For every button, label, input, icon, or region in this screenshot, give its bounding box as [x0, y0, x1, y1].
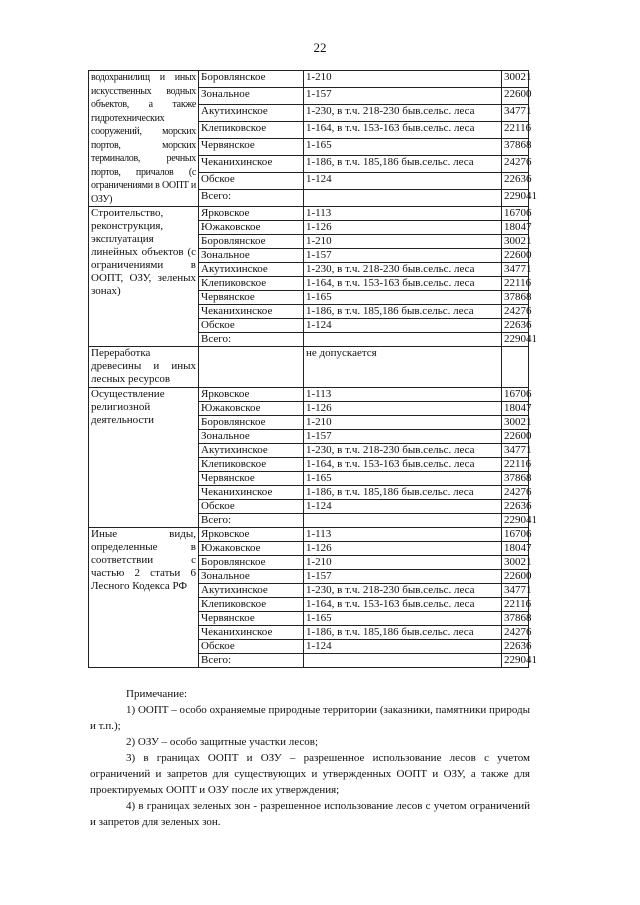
area-cell: 22636: [502, 173, 529, 190]
area-cell: 229041: [502, 190, 529, 207]
area-cell: 30021: [502, 556, 529, 570]
blocks-cell: 1-126: [304, 542, 502, 556]
forestry-cell: Ярковское: [199, 388, 304, 402]
blocks-cell: 1-157: [304, 88, 502, 105]
forestry-cell: Всего:: [199, 190, 304, 207]
forestry-cell: Червянское: [199, 139, 304, 156]
forestry-cell: Южаковское: [199, 402, 304, 416]
forestry-cell: Червянское: [199, 472, 304, 486]
forestry-cell: Обское: [199, 319, 304, 333]
blocks-cell: 1-186, в т.ч. 185,186 быв.сельс. леса: [304, 156, 502, 173]
forestry-cell: Червянское: [199, 291, 304, 305]
note-item-4: 4) в границах зеленых зон - разрешенное использование лесов с учетом ограничений и запретов для зеленых зон.: [90, 800, 530, 828]
area-cell: 22116: [502, 458, 529, 472]
table-row: [89, 207, 529, 221]
purpose-cell: Переработка древесины и иных лесных ресурсов: [89, 347, 199, 388]
area-cell: 16706: [502, 388, 529, 402]
blocks-cell: 1-157: [304, 430, 502, 444]
forestry-cell: Ярковское: [199, 528, 304, 542]
blocks-cell: 1-230, в т.ч. 218-230 быв.сельс. леса: [304, 263, 502, 277]
blocks-cell: 1-124: [304, 173, 502, 190]
area-cell: 30021: [502, 71, 529, 88]
blocks-cell: 1-124: [304, 500, 502, 514]
blocks-cell: 1-165: [304, 291, 502, 305]
area-cell: 30021: [502, 416, 529, 430]
blocks-cell: 1-164, в т.ч. 153-163 быв.сельс. леса: [304, 458, 502, 472]
area-cell: [502, 347, 529, 388]
area-cell: 229041: [502, 333, 529, 347]
forestry-cell: Зональное: [199, 249, 304, 263]
blocks-cell: 1-113: [304, 528, 502, 542]
blocks-cell: 1-230, в т.ч. 218-230 быв.сельс. леса: [304, 444, 502, 458]
forestry-cell: Чеканихинское: [199, 305, 304, 319]
area-cell: 37868: [502, 612, 529, 626]
forestry-cell: Боровлянское: [199, 235, 304, 249]
blocks-cell: 1-210: [304, 416, 502, 430]
blocks-cell: 1-230, в т.ч. 218-230 быв.сельс. леса: [304, 584, 502, 598]
purpose-cell: водохранилищ и иных искусственных водных объектов, а также гидротехнических сооружений, морских портов, морских терминалов, речных портов, причалов (с ограничениями в ООПТ и ОЗУ): [89, 71, 199, 207]
blocks-cell: 1-230, в т.ч. 218-230 быв.сельс. леса: [304, 105, 502, 122]
area-cell: 22636: [502, 640, 529, 654]
table-row: [89, 528, 529, 542]
area-cell: 30021: [502, 235, 529, 249]
blocks-cell: 1-186, в т.ч. 185,186 быв.сельс. леса: [304, 305, 502, 319]
forestry-cell: Боровлянское: [199, 556, 304, 570]
purpose-cell: Осуществление религиозной деятельности: [89, 388, 199, 528]
area-cell: 34771: [502, 444, 529, 458]
forestry-cell: Клепиковское: [199, 277, 304, 291]
blocks-cell: не допускается: [304, 347, 502, 388]
forestry-cell: Акутихинское: [199, 444, 304, 458]
forestry-cell: Червянское: [199, 612, 304, 626]
forestry-cell: Чеканихинское: [199, 156, 304, 173]
blocks-cell: 1-165: [304, 612, 502, 626]
area-cell: 37868: [502, 472, 529, 486]
blocks-cell: 1-164, в т.ч. 153-163 быв.сельс. леса: [304, 598, 502, 612]
area-cell: 24276: [502, 305, 529, 319]
forestry-cell: Всего:: [199, 654, 304, 668]
forestry-cell: Боровлянское: [199, 71, 304, 88]
area-cell: 34771: [502, 105, 529, 122]
forestry-cell: [199, 347, 304, 388]
forest-use-table: [88, 70, 537, 668]
blocks-cell: 1-126: [304, 221, 502, 235]
area-cell: 22636: [502, 500, 529, 514]
blocks-cell: 1-186, в т.ч. 185,186 быв.сельс. леса: [304, 486, 502, 500]
area-cell: 18047: [502, 542, 529, 556]
notes-section: [90, 686, 530, 830]
page-number: 22: [313, 40, 327, 55]
area-cell: 16706: [502, 207, 529, 221]
forestry-cell: Клепиковское: [199, 122, 304, 139]
area-cell: 229041: [502, 654, 529, 668]
blocks-cell: 1-124: [304, 640, 502, 654]
area-cell: 22600: [502, 88, 529, 105]
note-item-2: 2) ОЗУ – особо защитные участки лесов;: [126, 736, 319, 748]
table-row: [89, 388, 529, 402]
blocks-cell: 1-157: [304, 570, 502, 584]
area-cell: 22116: [502, 277, 529, 291]
forestry-cell: Боровлянское: [199, 416, 304, 430]
forestry-cell: Чеканихинское: [199, 486, 304, 500]
blocks-cell: [304, 333, 502, 347]
notes-title: Примечание:: [126, 688, 188, 700]
area-cell: 22116: [502, 122, 529, 139]
blocks-cell: 1-165: [304, 472, 502, 486]
area-cell: 22600: [502, 570, 529, 584]
area-cell: 37868: [502, 291, 529, 305]
blocks-cell: 1-165: [304, 139, 502, 156]
blocks-cell: 1-210: [304, 235, 502, 249]
forestry-cell: Акутихинское: [199, 105, 304, 122]
area-cell: 37868: [502, 139, 529, 156]
purpose-cell: Строительство, реконструкция, эксплуатация линейных объектов (с ограничениями в ООПТ, ОЗУ, зеленых зонах): [89, 207, 199, 347]
area-cell: 24276: [502, 626, 529, 640]
blocks-cell: 1-164, в т.ч. 153-163 быв.сельс. леса: [304, 122, 502, 139]
forestry-cell: Обское: [199, 640, 304, 654]
forestry-cell: Акутихинское: [199, 584, 304, 598]
area-cell: 24276: [502, 156, 529, 173]
area-cell: 22116: [502, 598, 529, 612]
area-cell: 34771: [502, 584, 529, 598]
forestry-cell: Зональное: [199, 430, 304, 444]
blocks-cell: 1-126: [304, 402, 502, 416]
forestry-cell: Ярковское: [199, 207, 304, 221]
area-cell: 18047: [502, 402, 529, 416]
forestry-cell: Зональное: [199, 570, 304, 584]
forestry-cell: Обское: [199, 500, 304, 514]
forestry-cell: Чеканихинское: [199, 626, 304, 640]
purpose-cell: Иные виды, определенные в соответствии с частью 2 статьи 6 Лесного Кодекса РФ: [89, 528, 199, 668]
forestry-cell: Акутихинское: [199, 263, 304, 277]
blocks-cell: 1-113: [304, 388, 502, 402]
area-cell: 22636: [502, 319, 529, 333]
note-item-1: 1) ООПТ – особо охраняемые природные территории (заказники, памятники природы и т.п.);: [90, 704, 530, 732]
blocks-cell: [304, 190, 502, 207]
area-cell: 229041: [502, 514, 529, 528]
blocks-cell: 1-210: [304, 71, 502, 88]
area-cell: 16706: [502, 528, 529, 542]
forestry-cell: Всего:: [199, 514, 304, 528]
forestry-cell: Южаковское: [199, 221, 304, 235]
blocks-cell: [304, 514, 502, 528]
forestry-cell: Обское: [199, 173, 304, 190]
forestry-cell: Южаковское: [199, 542, 304, 556]
blocks-cell: 1-164, в т.ч. 153-163 быв.сельс. леса: [304, 277, 502, 291]
area-cell: 22600: [502, 430, 529, 444]
note-item-3: 3) в границах ООПТ и ОЗУ – разрешенное использование лесов с учетом ограничений и запретов для существующих и утвержденных ООПТ и ОЗУ, а также для проектируемых ООПТ и ОЗУ после их утверждения;: [90, 752, 530, 796]
forestry-cell: Клепиковское: [199, 458, 304, 472]
table-row: [89, 347, 529, 388]
blocks-cell: 1-186, в т.ч. 185,186 быв.сельс. леса: [304, 626, 502, 640]
blocks-cell: 1-124: [304, 319, 502, 333]
blocks-cell: 1-157: [304, 249, 502, 263]
forestry-cell: Зональное: [199, 88, 304, 105]
blocks-cell: 1-210: [304, 556, 502, 570]
area-cell: 22600: [502, 249, 529, 263]
blocks-cell: [304, 654, 502, 668]
area-cell: 18047: [502, 221, 529, 235]
forestry-cell: Клепиковское: [199, 598, 304, 612]
area-cell: 34771: [502, 263, 529, 277]
blocks-cell: 1-113: [304, 207, 502, 221]
forestry-cell: Всего:: [199, 333, 304, 347]
area-cell: 24276: [502, 486, 529, 500]
table-row: [89, 71, 529, 88]
table-body: [89, 71, 537, 668]
